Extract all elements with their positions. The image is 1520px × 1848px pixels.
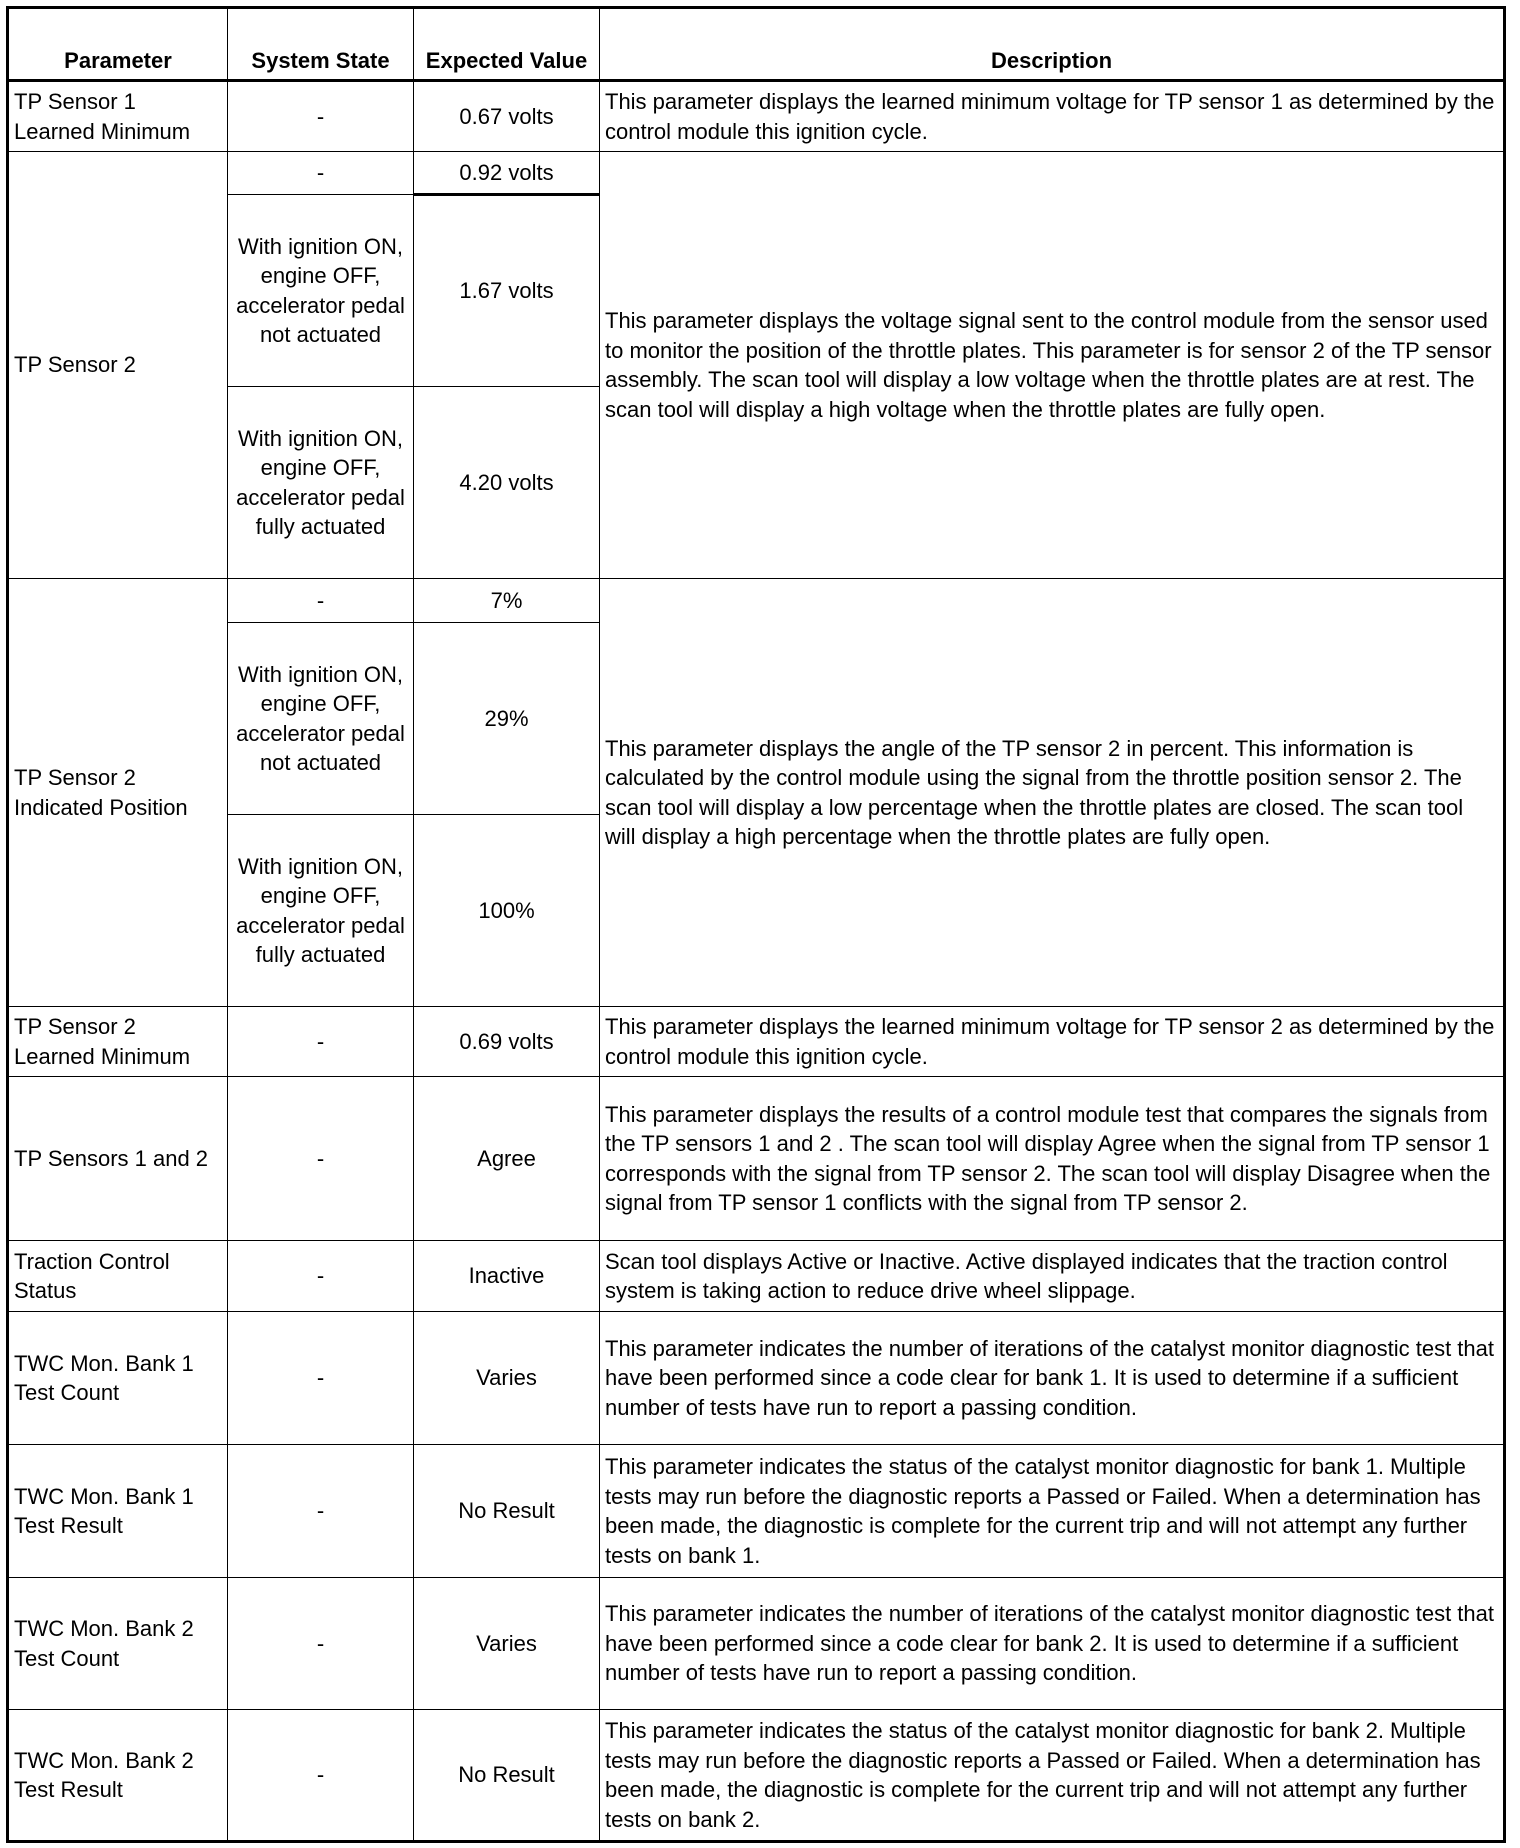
state-cell: -: [228, 1241, 414, 1312]
table-row: [8, 579, 1505, 623]
value-cell: 4.20 volts: [414, 387, 600, 579]
state-cell: -: [228, 1312, 414, 1445]
state-cell: -: [228, 1007, 414, 1077]
description-cell: This parameter indicates the status of the catalyst monitor diagnostic for bank 1. Multiple tests may run before the diagnostic reports a Passed or Failed. When a determination has been made, the diagnostic is complete for the current trip and will not attempt any further tests on bank 1.: [600, 1445, 1505, 1578]
state-cell: With ignition ON, engine OFF, accelerator pedal fully actuated: [228, 387, 414, 579]
parameter-cell: TP Sensor 2 Indicated Position: [8, 579, 228, 1007]
header-parameter: Parameter: [8, 8, 228, 81]
description-cell: This parameter displays the voltage signal sent to the control module from the sensor used to monitor the position of the throttle plates. This parameter is for sensor 2 of the TP sensor assembly. The scan tool will display a low voltage when the throttle plates are at rest. The scan tool will display a high voltage when the throttle plates are fully open.: [600, 152, 1505, 579]
parameter-cell: TP Sensor 1 Learned Minimum: [8, 81, 228, 152]
description-cell: This parameter displays the learned minimum voltage for TP sensor 2 as determined by the control module this ignition cycle.: [600, 1007, 1505, 1077]
value-cell: No Result: [414, 1445, 600, 1578]
value-cell: Varies: [414, 1312, 600, 1445]
state-cell: -: [228, 1578, 414, 1710]
table-row: [8, 1445, 1505, 1578]
description-cell: This parameter displays the results of a control module test that compares the signals from the TP sensors 1 and 2 . The scan tool will display Agree when the signal from TP sensor 1 corresponds with the signal from TP sensor 2. The scan tool will display Disagree when the signal from TP sensor 1 conflicts with the signal from TP sensor 2.: [600, 1077, 1505, 1241]
state-cell: With ignition ON, engine OFF, accelerator pedal not actuated: [228, 623, 414, 815]
description-cell: This parameter indicates the status of the catalyst monitor diagnostic for bank 2. Multiple tests may run before the diagnostic reports a Passed or Failed. When a determination has been made, the diagnostic is complete for the current trip and will not attempt any further tests on bank 2.: [600, 1710, 1505, 1842]
value-cell: Inactive: [414, 1241, 600, 1312]
state-cell: -: [228, 579, 414, 623]
state-cell: -: [228, 81, 414, 152]
parameter-cell: TWC Mon. Bank 2 Test Result: [8, 1710, 228, 1842]
value-cell: 0.69 volts: [414, 1007, 600, 1077]
state-cell: -: [228, 152, 414, 195]
state-cell: With ignition ON, engine OFF, accelerator pedal fully actuated: [228, 815, 414, 1007]
table-row: [8, 152, 1505, 195]
parameter-cell: TP Sensor 2 Learned Minimum: [8, 1007, 228, 1077]
table-row: [8, 1710, 1505, 1842]
description-cell: This parameter displays the angle of the TP sensor 2 in percent. This information is calculated by the control module using the signal from the throttle position sensor 2. The scan tool will display a low percentage when the throttle plates are closed. The scan tool will display a high percentage when the throttle plates are fully open.: [600, 579, 1505, 1007]
value-cell: 7%: [414, 579, 600, 623]
parameter-cell: TWC Mon. Bank 1 Test Result: [8, 1445, 228, 1578]
state-cell: -: [228, 1077, 414, 1241]
description-cell: This parameter indicates the number of iterations of the catalyst monitor diagnostic test that have been performed since a code clear for bank 2. It is used to determine if a sufficient number of tests have run to report a passing condition.: [600, 1578, 1505, 1710]
description-cell: This parameter displays the learned minimum voltage for TP sensor 1 as determined by the control module this ignition cycle.: [600, 81, 1505, 152]
header-expected-value: Expected Value: [414, 8, 600, 81]
table-row: [8, 1007, 1505, 1077]
table-row: [8, 1077, 1505, 1241]
value-cell: 0.67 volts: [414, 81, 600, 152]
table-row: [8, 81, 1505, 152]
header-system-state: System State: [228, 8, 414, 81]
value-cell: No Result: [414, 1710, 600, 1842]
value-cell: 100%: [414, 815, 600, 1007]
parameter-cell: TWC Mon. Bank 2 Test Count: [8, 1578, 228, 1710]
state-cell: -: [228, 1445, 414, 1578]
value-cell: Agree: [414, 1077, 600, 1241]
value-cell: Varies: [414, 1578, 600, 1710]
description-cell: Scan tool displays Active or Inactive. Active displayed indicates that the traction control system is taking action to reduce drive wheel slippage.: [600, 1241, 1505, 1312]
value-cell: 0.92 volts: [414, 152, 600, 195]
parameter-cell: TP Sensor 2: [8, 152, 228, 579]
state-cell: With ignition ON, engine OFF, accelerator pedal not actuated: [228, 195, 414, 387]
header-description: Description: [600, 8, 1505, 81]
table-row: [8, 1312, 1505, 1445]
parameter-cell: TP Sensors 1 and 2: [8, 1077, 228, 1241]
state-cell: -: [228, 1710, 414, 1842]
value-cell: 1.67 volts: [414, 195, 600, 387]
parameter-table: [6, 6, 1506, 1843]
table-row: [8, 1241, 1505, 1312]
table-row: [8, 1578, 1505, 1710]
value-cell: 29%: [414, 623, 600, 815]
parameter-cell: Traction Control Status: [8, 1241, 228, 1312]
header-row: [8, 8, 1505, 81]
parameter-cell: TWC Mon. Bank 1 Test Count: [8, 1312, 228, 1445]
description-cell: This parameter indicates the number of iterations of the catalyst monitor diagnostic test that have been performed since a code clear for bank 1. It is used to determine if a sufficient number of tests have run to report a passing condition.: [600, 1312, 1505, 1445]
